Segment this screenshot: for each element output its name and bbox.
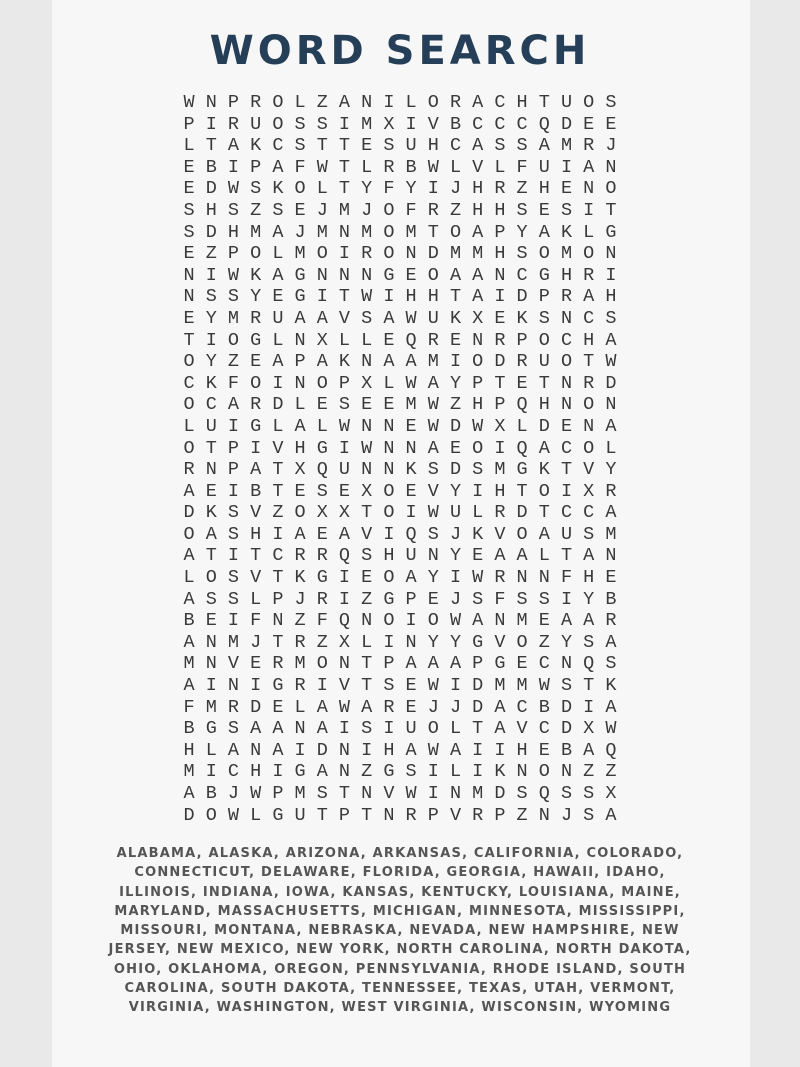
grid-row: N S S Y E G I T W I H H T A I D P R A H <box>183 286 617 308</box>
grid-row: D K S V Z O X X T O I W U L R D T C C A <box>183 502 617 524</box>
grid-row: M I C H I G A N Z G S I L I K N O N Z Z <box>183 761 617 783</box>
grid-row: E Z P O L M O I R O N D M M H S O M O N <box>183 243 617 265</box>
grid-row: O A S H I A E A V I Q S J K V O A U S M <box>183 523 617 545</box>
grid-row: A E I B T E S E X O E V Y I H T O I X R <box>183 480 617 502</box>
grid-row: A S S L P J R I Z G P E J S F S S I Y B <box>183 588 617 610</box>
grid-row: O C A R D L E S E E M W Z H P Q H N O N <box>183 394 617 416</box>
grid-row: B E I F N Z F Q N O I O W A N M E A A R <box>183 610 617 632</box>
grid-row: C K F O I N O P X L W A Y P T E T N R D <box>183 372 617 394</box>
grid-row: M N V E R M O N T P A A A P G E C N Q S <box>183 653 617 675</box>
grid-row: A N M J T R Z X L I N Y Y G V O Z Y S A <box>183 631 617 653</box>
grid-row: L O S V T K G I E O A Y I W R N N F H E <box>183 567 617 589</box>
grid-row: N I W K A G N N N G E O A A N C G H R I <box>183 264 617 286</box>
grid-row: R N P A T X Q U N N K S D S M G K T V Y <box>183 459 617 481</box>
grid-row: F M R D E L A W A R E J J D A C B D I A <box>183 696 617 718</box>
grid-row: T I O G L N X L L E Q R E N R P O C H A <box>183 329 617 351</box>
grid-row: L U I G L A L W N N E W D W X L D E N A <box>183 415 617 437</box>
grid-row: P I R U O S S I M X I V B C C C Q D E E <box>183 113 617 135</box>
grid-row: H L A N A I D N I H A W A I I H E B A Q <box>183 739 617 761</box>
page-title: WORD SEARCH <box>209 28 591 74</box>
grid-row: A T I T C R R Q S H U N Y E A A L T A N <box>183 545 617 567</box>
grid-row: A B J W P M S T N V W I N M D S Q S S X <box>183 783 617 804</box>
grid-row: W N P R O L Z A N I L O R A C H T U O S <box>183 92 617 113</box>
grid-row: E D W S K O L T Y F Y I J H R Z H E N O <box>183 178 617 200</box>
grid-row: E B I P A F W T L R B W L V L F U I A N <box>183 156 617 178</box>
grid-row: D O W L G U T P T N R P V R P Z N J S A <box>183 804 617 826</box>
grid-row: S D H M A J M N M O M T O A P Y A K L G <box>183 221 617 243</box>
grid-row: A I N I G R I V T S E W I D M M W S T K <box>183 675 617 697</box>
grid-row: O Y Z E A P A K N A A M I O D R U O T W <box>183 351 617 373</box>
grid-row: B G S A A N A I S I U O L T A V C D X W <box>183 718 617 740</box>
grid-row: L T A K C S T T E S U H C A S S A M R J <box>183 135 617 157</box>
word-list: ALABAMA, ALASKA, ARIZONA, ARKANSAS, CALIFORNIA, COLORADO, CONNECTICUT, DELAWARE, FLORIDA, GEORGIA, HAWAII, IDAHO, ILLINOIS, INDIANA, IOWA, KANSAS, KENTUCKY, LOUISIANA, MAINE, MARYLAND, MASSACHUSETTS, MICHIGAN, MINNESOTA, MISSISSIPPI, MISSOURI, MONTANA, NEBRASKA, NEVADA, NEW HAMPSHIRE, NEW JERSEY, NEW MEXICO, NEW YORK, NORTH CAROLINA, NORTH DAKOTA, OHIO, OKLAHOMA, OREGON, PENNSYLVANIA, RHODE ISLAND, SOUTH CAROLINA, SOUTH DAKOTA, TENNESSEE, TEXAS, UTAH, VERMONT, VIRGINIA, WASHINGTON, WEST VIRGINIA, WISCONSIN, WYOMING <box>108 846 692 1016</box>
grid-row: O T P I V H G I W N N A E O I Q A C O L <box>183 437 617 459</box>
grid-row: E Y M R U A A V S A W U K X E K S N C S <box>183 307 617 329</box>
letter-grid <box>0 92 800 826</box>
grid-row: S H S Z S E J M J O F R Z H H S E S I T <box>183 199 617 221</box>
